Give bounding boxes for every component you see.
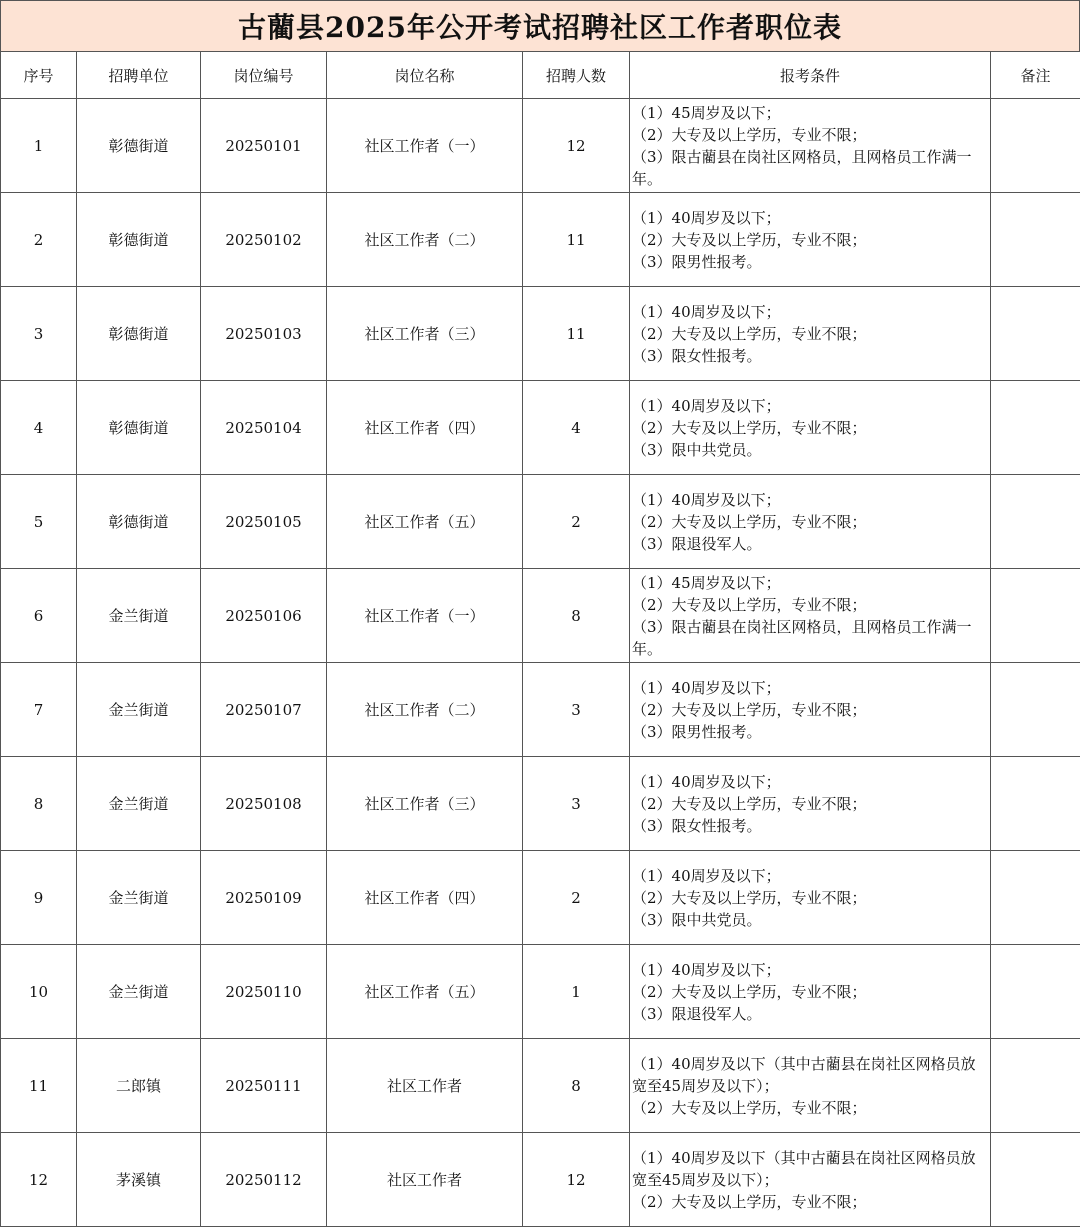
cell-code: 20250105 (201, 475, 327, 569)
condition-line: （3）限男性报考。 (632, 252, 762, 271)
condition-line: （2）大专及以上学历，专业不限； (632, 125, 867, 144)
cell-name: 社区工作者（一） (327, 569, 523, 663)
cell-conditions (630, 287, 991, 381)
table-row (1, 945, 1080, 1039)
cell-conditions (630, 1133, 991, 1227)
condition-line: （2）大专及以上学历，专业不限； (632, 700, 867, 719)
header-seq: 序号 (1, 52, 77, 99)
cell-name: 社区工作者（三） (327, 757, 523, 851)
cell-note (991, 99, 1080, 193)
cell-count: 12 (523, 1133, 630, 1227)
cell-seq: 5 (1, 475, 77, 569)
header-row (1, 52, 1080, 99)
cell-count: 11 (523, 193, 630, 287)
cell-seq: 6 (1, 569, 77, 663)
cell-seq: 7 (1, 663, 77, 757)
cell-unit: 金兰街道 (77, 663, 201, 757)
condition-line: （1）40周岁及以下； (632, 208, 781, 227)
condition-line: （1）40周岁及以下； (632, 772, 781, 791)
cell-unit: 金兰街道 (77, 851, 201, 945)
cell-note (991, 757, 1080, 851)
condition-line: （3）限女性报考。 (632, 816, 762, 835)
cell-code: 20250112 (201, 1133, 327, 1227)
cell-seq: 10 (1, 945, 77, 1039)
condition-line: （1）45周岁及以下； (632, 103, 781, 122)
table-title: 古藺县2025年公开考试招聘社区工作者职位表 (0, 0, 1080, 51)
cell-conditions (630, 1039, 991, 1133)
cell-count: 8 (523, 1039, 630, 1133)
cell-unit: 彰德街道 (77, 381, 201, 475)
cell-note (991, 663, 1080, 757)
cell-count: 1 (523, 945, 630, 1039)
condition-line: （3）限中共党员。 (632, 910, 762, 929)
header-note: 备注 (991, 52, 1080, 99)
cell-count: 8 (523, 569, 630, 663)
condition-line: （1）40周岁及以下； (632, 302, 781, 321)
condition-line: （2）大专及以上学历，专业不限； (632, 1098, 867, 1117)
cell-name: 社区工作者 (327, 1133, 523, 1227)
condition-line: （2）大专及以上学历，专业不限； (632, 888, 867, 907)
cell-unit: 金兰街道 (77, 569, 201, 663)
condition-line: （2）大专及以上学历，专业不限； (632, 794, 867, 813)
header-name: 岗位名称 (327, 52, 523, 99)
cell-unit: 彰德街道 (77, 99, 201, 193)
cell-seq: 8 (1, 757, 77, 851)
table-row (1, 475, 1080, 569)
condition-line: （3）限古藺县在岗社区网格员，且网格员工作满一年。 (632, 617, 972, 658)
cell-name: 社区工作者（五） (327, 475, 523, 569)
cell-code: 20250101 (201, 99, 327, 193)
cell-code: 20250104 (201, 381, 327, 475)
condition-line: （1）40周岁及以下（其中古藺县在岗社区网格员放宽至45周岁及以下）； (632, 1054, 976, 1095)
cell-conditions (630, 757, 991, 851)
cell-name: 社区工作者（三） (327, 287, 523, 381)
table-row (1, 663, 1080, 757)
cell-count: 11 (523, 287, 630, 381)
cell-code: 20250107 (201, 663, 327, 757)
condition-line: （1）40周岁及以下（其中古藺县在岗社区网格员放宽至45周岁及以下）； (632, 1148, 976, 1189)
condition-line: （2）大专及以上学历，专业不限； (632, 982, 867, 1001)
cell-note (991, 475, 1080, 569)
condition-line: （3）限女性报考。 (632, 346, 762, 365)
cell-note (991, 287, 1080, 381)
cell-unit: 茅溪镇 (77, 1133, 201, 1227)
cell-count: 3 (523, 757, 630, 851)
condition-line: （1）40周岁及以下； (632, 678, 781, 697)
condition-line: （3）限男性报考。 (632, 722, 762, 741)
condition-line: （2）大专及以上学历，专业不限； (632, 512, 867, 531)
cell-name: 社区工作者（四） (327, 381, 523, 475)
condition-line: （2）大专及以上学历，专业不限； (632, 595, 867, 614)
cell-code: 20250111 (201, 1039, 327, 1133)
cell-conditions (630, 663, 991, 757)
cell-seq: 3 (1, 287, 77, 381)
condition-line: （1）45周岁及以下； (632, 573, 781, 592)
condition-line: （3）限古藺县在岗社区网格员，且网格员工作满一年。 (632, 147, 972, 188)
cell-note (991, 193, 1080, 287)
condition-line: （1）40周岁及以下； (632, 960, 781, 979)
cell-conditions (630, 851, 991, 945)
header-code: 岗位编号 (201, 52, 327, 99)
cell-unit: 金兰街道 (77, 757, 201, 851)
table-row (1, 287, 1080, 381)
condition-line: （1）40周岁及以下； (632, 490, 781, 509)
cell-seq: 9 (1, 851, 77, 945)
table-row (1, 851, 1080, 945)
cell-unit: 彰德街道 (77, 287, 201, 381)
cell-code: 20250103 (201, 287, 327, 381)
header-count: 招聘人数 (523, 52, 630, 99)
cell-count: 2 (523, 475, 630, 569)
cell-name: 社区工作者（一） (327, 99, 523, 193)
cell-code: 20250106 (201, 569, 327, 663)
cell-code: 20250102 (201, 193, 327, 287)
cell-unit: 二郎镇 (77, 1039, 201, 1133)
cell-conditions (630, 945, 991, 1039)
cell-unit: 金兰街道 (77, 945, 201, 1039)
cell-name: 社区工作者（五） (327, 945, 523, 1039)
cell-unit: 彰德街道 (77, 193, 201, 287)
table-row (1, 1133, 1080, 1227)
positions-table (0, 51, 1080, 1227)
cell-name: 社区工作者（四） (327, 851, 523, 945)
condition-line: （2）大专及以上学历，专业不限； (632, 324, 867, 343)
cell-seq: 2 (1, 193, 77, 287)
cell-count: 3 (523, 663, 630, 757)
condition-line: （1）40周岁及以下； (632, 866, 781, 885)
cell-code: 20250108 (201, 757, 327, 851)
cell-conditions (630, 99, 991, 193)
cell-count: 12 (523, 99, 630, 193)
cell-conditions (630, 193, 991, 287)
table-row (1, 381, 1080, 475)
cell-name: 社区工作者 (327, 1039, 523, 1133)
condition-line: （2）大专及以上学历，专业不限； (632, 1192, 867, 1211)
condition-line: （2）大专及以上学历，专业不限； (632, 230, 867, 249)
cell-note (991, 1039, 1080, 1133)
table-row (1, 1039, 1080, 1133)
cell-note (991, 945, 1080, 1039)
cell-conditions (630, 381, 991, 475)
condition-line: （3）限中共党员。 (632, 440, 762, 459)
cell-seq: 1 (1, 99, 77, 193)
cell-seq: 4 (1, 381, 77, 475)
condition-line: （3）限退役军人。 (632, 1004, 762, 1023)
condition-line: （1）40周岁及以下； (632, 396, 781, 415)
cell-count: 2 (523, 851, 630, 945)
table-row (1, 99, 1080, 193)
condition-line: （2）大专及以上学历，专业不限； (632, 418, 867, 437)
table-row (1, 757, 1080, 851)
cell-note (991, 569, 1080, 663)
cell-unit: 彰德街道 (77, 475, 201, 569)
cell-code: 20250109 (201, 851, 327, 945)
cell-note (991, 851, 1080, 945)
cell-conditions (630, 569, 991, 663)
cell-count: 4 (523, 381, 630, 475)
header-unit: 招聘单位 (77, 52, 201, 99)
cell-name: 社区工作者（二） (327, 663, 523, 757)
table-row (1, 569, 1080, 663)
condition-line: （3）限退役军人。 (632, 534, 762, 553)
cell-name: 社区工作者（二） (327, 193, 523, 287)
header-conditions: 报考条件 (630, 52, 991, 99)
cell-seq: 11 (1, 1039, 77, 1133)
cell-conditions (630, 475, 991, 569)
cell-seq: 12 (1, 1133, 77, 1227)
table-row (1, 193, 1080, 287)
cell-note (991, 381, 1080, 475)
cell-code: 20250110 (201, 945, 327, 1039)
cell-note (991, 1133, 1080, 1227)
